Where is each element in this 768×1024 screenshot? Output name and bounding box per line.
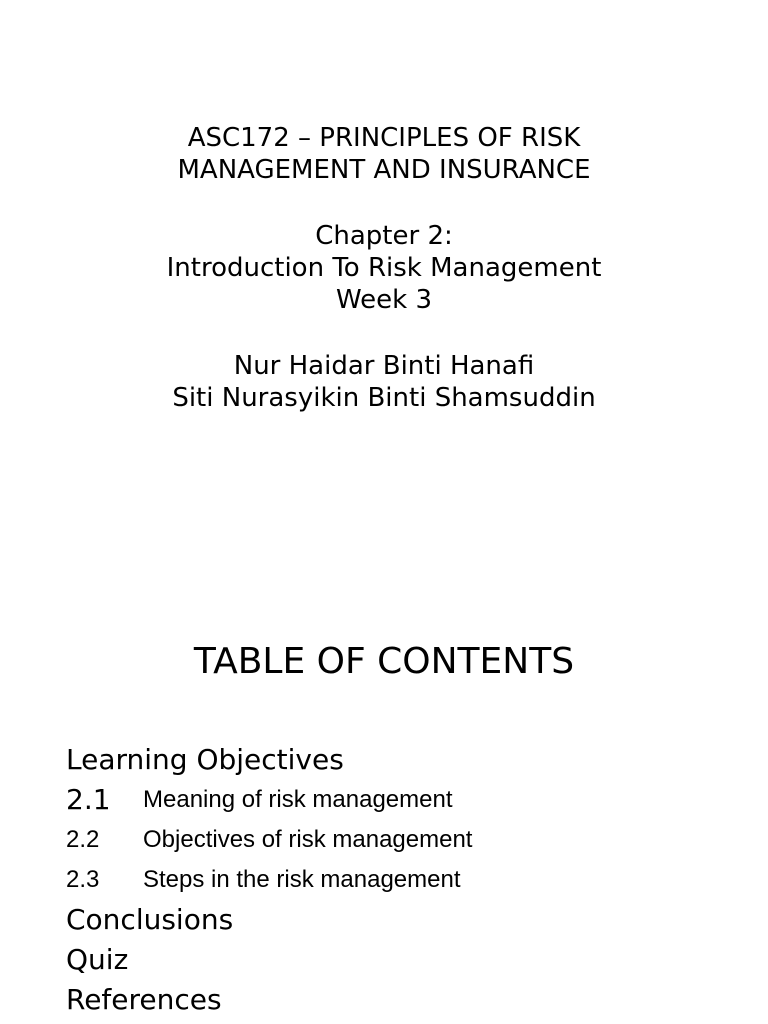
- week-label: Week 3: [335, 285, 433, 315]
- chapter-title: Introduction To Risk Management: [166, 253, 602, 283]
- toc-item-conclusions: Conclusions: [66, 903, 234, 936]
- toc-list: [66, 740, 746, 1020]
- title-block: [0, 122, 768, 414]
- course-title-line-1: ASC172 – PRINCIPLES OF RISK: [187, 123, 581, 153]
- toc-item-number: 2.2: [66, 826, 100, 853]
- toc-item-2-3: [66, 860, 746, 900]
- chapter-label: Chapter 2:: [315, 221, 453, 251]
- toc-item-label: Objectives of risk management: [143, 826, 473, 853]
- spacer: [0, 316, 768, 350]
- spacer: [0, 186, 768, 220]
- toc-item-quiz: Quiz: [66, 943, 129, 976]
- toc-item-number: 2.3: [66, 866, 100, 893]
- toc-item-2-1: [66, 780, 746, 820]
- toc-heading: TABLE OF CONTENTS: [193, 641, 575, 682]
- toc-item-learning-objectives: Learning Objectives: [66, 743, 344, 776]
- toc-item-references: References: [66, 983, 222, 1016]
- toc-item-label: Steps in the risk management: [143, 866, 461, 893]
- toc-item-number: 2.1: [66, 783, 111, 816]
- course-title-line-2: MANAGEMENT AND INSURANCE: [177, 155, 591, 185]
- author-1: Nur Haidar Binti Hanafi: [233, 351, 535, 381]
- toc-item-2-2: [66, 820, 746, 860]
- author-2: Siti Nurasyikin Binti Shamsuddin: [172, 383, 596, 413]
- toc-item-label: Meaning of risk management: [143, 786, 453, 813]
